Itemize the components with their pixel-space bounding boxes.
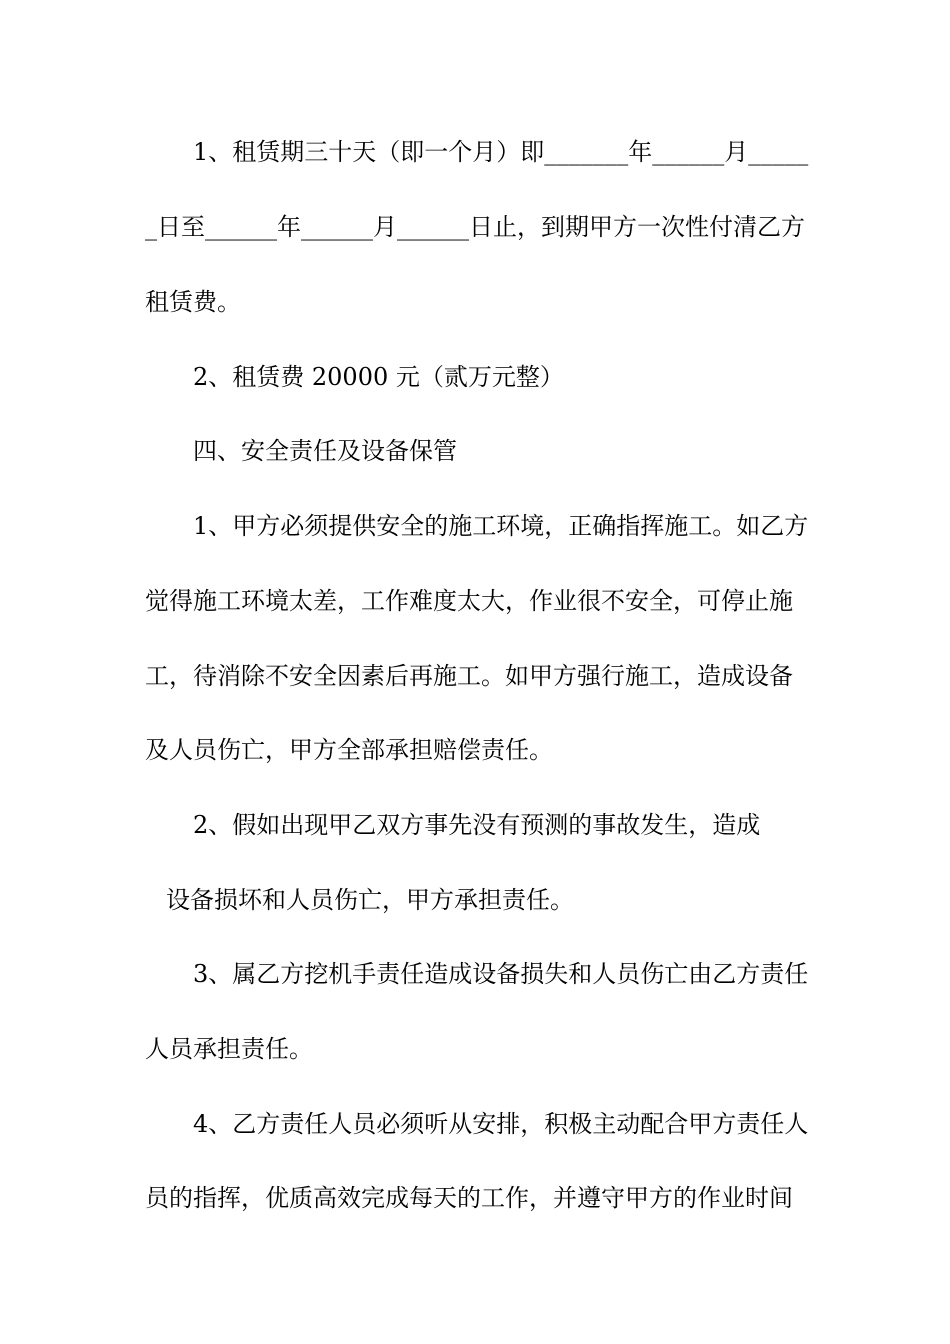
text-line: 设备损坏和人员伤亡，甲方承担责任。 xyxy=(166,886,574,914)
text-line: 4、乙方责任人员必须听从安排，积极主动配合甲方责任人 xyxy=(193,1110,809,1138)
text-line: 觉得施工环境太差，工作难度太大，作业很不安全，可停止施 xyxy=(145,587,793,615)
text-line: 1、租赁期三十天（即一个月）即_______年______月_____ xyxy=(193,138,809,166)
text-line: 2、假如出现甲乙双方事先没有预测的事故发生，造成 xyxy=(193,811,761,839)
text-line: 1、甲方必须提供安全的施工环境，正确指挥施工。如乙方 xyxy=(193,512,809,540)
text-line: 人员承担责任。 xyxy=(145,1035,313,1063)
text-line: 及人员伤亡，甲方全部承担赔偿责任。 xyxy=(145,736,553,764)
text-line: 2、租赁费 20000 元（贰万元整） xyxy=(193,363,564,391)
section-heading: 四、安全责任及设备保管 xyxy=(193,437,457,465)
text-line: 员的指挥，优质高效完成每天的工作，并遵守甲方的作业时间 xyxy=(145,1184,793,1212)
text-line: 3、属乙方挖机手责任造成设备损失和人员伤亡由乙方责任 xyxy=(193,960,809,988)
text-line: 租赁费。 xyxy=(145,288,241,316)
text-line: _日至______年______月______日止，到期甲方一次性付清乙方 xyxy=(145,213,805,241)
text-line: 工，待消除不安全因素后再施工。如甲方强行施工，造成设备 xyxy=(145,662,793,690)
